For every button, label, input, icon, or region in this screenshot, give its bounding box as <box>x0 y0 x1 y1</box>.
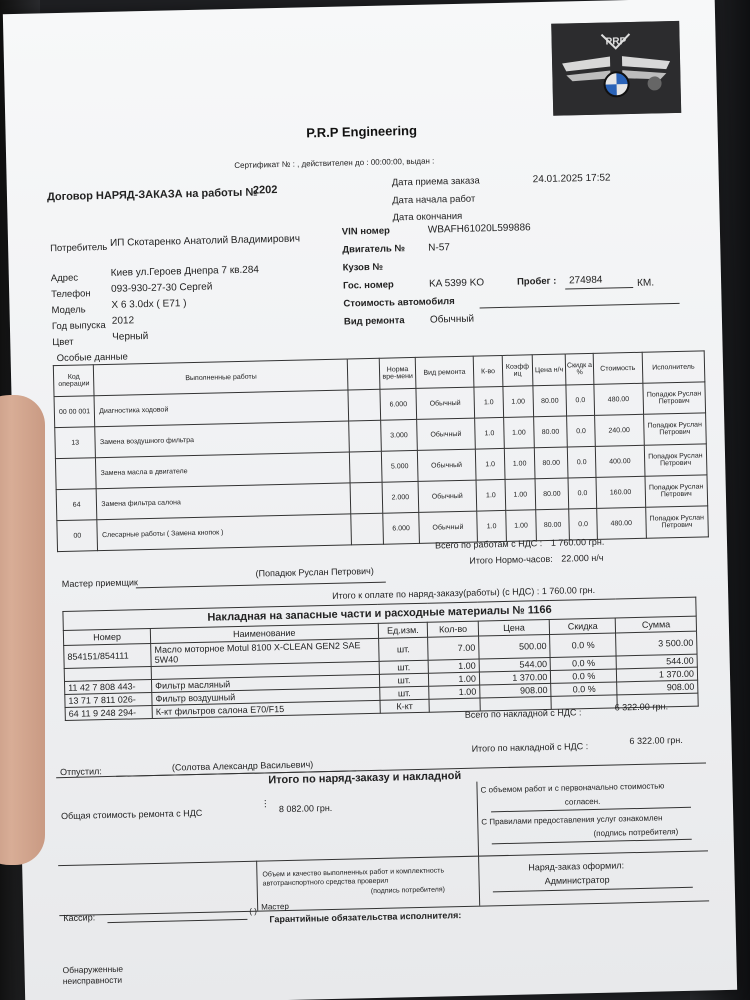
works-cell-blank <box>351 513 383 545</box>
col-part-qty: Кол-во <box>428 621 479 637</box>
parts-cell-price: 908.00 <box>480 683 552 698</box>
parts-cell-sum: 1 370.00 <box>617 667 698 682</box>
parts-cell-sum: 3 500.00 <box>616 631 697 656</box>
works-cell-qty: 1.0 <box>474 417 504 449</box>
works-cell-worker: Попадюк Руслан Петрович <box>643 413 706 445</box>
col-type: Вид ремонта <box>415 356 473 388</box>
col-part-unit: Ед.изм. <box>378 622 428 638</box>
works-cell-cost: 240.00 <box>594 414 644 446</box>
col-part-price: Цена <box>478 619 550 636</box>
plate-value: KA 5399 KO <box>428 277 485 290</box>
parts-cell-unit: шт. <box>378 637 428 661</box>
parts-cell-qty: 1.00 <box>429 659 480 673</box>
works-cell-qty: 1.0 <box>477 510 507 542</box>
col-code: Код операции <box>53 365 94 397</box>
works-cell-price: 80.00 <box>535 478 569 510</box>
parts-cell-price: 1 370.00 <box>479 670 551 685</box>
works-cell-disc: 0.0 <box>568 477 596 509</box>
works-cell-cost: 480.00 <box>594 383 644 415</box>
works-cell-coef: 1.00 <box>505 448 535 480</box>
works-cell-name: Замена фильтра салона <box>96 483 351 520</box>
plate-label: Гос. номер <box>342 279 394 292</box>
summary-divider <box>476 782 481 906</box>
company-logo <box>551 21 681 116</box>
works-table <box>53 350 709 552</box>
mileage-unit: КМ. <box>636 277 655 289</box>
works-cell-code: 64 <box>56 489 97 521</box>
col-part-sum: Сумма <box>616 616 697 633</box>
works-cell-worker: Попадюк Руслан Петрович <box>645 506 708 538</box>
quality-check-sign: (подпись потребителя) <box>370 886 446 896</box>
works-cell-disc: 0.0 <box>566 384 594 416</box>
works-cell-blank <box>350 451 382 483</box>
mileage-value: 274984 <box>568 274 603 287</box>
contract-title: Договор НАРЯД-ЗАКАЗА на работы № <box>46 186 258 204</box>
norm-hours-label: Итого Нормо-часов: <box>469 553 553 566</box>
parts-cell-price: 500.00 <box>479 634 551 659</box>
consumer-label: Потребитель <box>50 241 108 255</box>
parts-table <box>62 597 698 721</box>
agree-volume-line <box>491 807 691 813</box>
works-cell-type: Обычный <box>419 511 477 543</box>
agree-rules-text: С Правилами предоставления услуг ознакомлен <box>481 813 663 827</box>
works-cell-worker: Попадюк Руслан Петрович <box>643 382 706 414</box>
defects-label: Обнаруженные неисправности <box>62 963 124 987</box>
vin-label: VIN номер <box>341 225 390 238</box>
col-part-name: Наименование <box>150 623 378 643</box>
administrator-label: Администратор <box>544 874 610 887</box>
parts-cell-unit: шт. <box>379 660 429 674</box>
pay-total: Итого к оплате по наряд-заказу(работы) (с НДС) : 1 760.00 грн. <box>332 584 596 601</box>
works-cell-coef: 1.00 <box>505 479 535 511</box>
col-work: Выполненные работы <box>94 359 349 396</box>
parts-cell-name: Масло моторное Motul 8100 X-CLEAN GEN2 SAE 5W40 <box>151 638 379 666</box>
works-cell-blank <box>349 420 381 452</box>
works-cell-disc: 0.0 <box>569 508 597 540</box>
parts-cell-qty: 1.00 <box>429 672 480 686</box>
color-value: Черный <box>112 330 149 343</box>
works-cell-cost: 400.00 <box>595 445 645 477</box>
parts-cell-disc: 0.0 % <box>550 633 617 657</box>
summary-title: Итого по наряд-заказу и накладной <box>268 770 462 787</box>
parts-cell-disc: 0.0 % <box>551 669 617 683</box>
works-cell-code: 00 <box>57 520 98 552</box>
parts-cell-num: 64 11 9 248 294- <box>65 705 152 720</box>
contract-number: 2202 <box>252 184 278 197</box>
repair-cost-value: 8 082.00 грн. <box>278 802 333 815</box>
vehicle-cost-label: Стоимость автомобиля <box>343 296 455 310</box>
year-value: 2012 <box>111 315 135 327</box>
prp-bmw-winged-logo <box>551 21 681 116</box>
col-price: Цена н/ч <box>532 354 566 386</box>
works-cell-worker: Попадюк Руслан Петрович <box>644 444 707 476</box>
works-cell-worker: Попадюк Руслан Петрович <box>645 475 708 507</box>
accept-date-value: 24.01.2025 17:52 <box>532 172 611 186</box>
parts-cell-num: 13 71 7 811 026- <box>65 692 152 707</box>
works-cell-norm: 5.000 <box>381 450 418 482</box>
cashier-line <box>107 919 247 923</box>
end-date-label: Дата окончания <box>392 210 463 224</box>
consumer-value: ИП Скотаренко Анатолий Владимирович <box>109 233 301 249</box>
parts-cell-unit: шт. <box>379 673 429 687</box>
works-cell-price: 80.00 <box>533 416 567 448</box>
parts-cell-unit: шт. <box>379 686 429 700</box>
warranty-label: Гарантийные обязательства исполнителя: <box>269 910 462 925</box>
agree-volume-end: согласен. <box>564 796 601 807</box>
parts-total-value: 6 322.00 грн. <box>614 701 669 713</box>
works-cell-price: 80.00 <box>534 447 568 479</box>
document-page <box>3 0 737 1000</box>
parts-cell-name: Фильтр воздушный <box>152 687 380 705</box>
works-cell-name: Замена воздушного фильтра <box>95 421 350 458</box>
vehicle-cost-underline <box>480 303 680 309</box>
col-qty: К-во <box>473 355 503 387</box>
special-data-label: Особые данные <box>56 351 128 365</box>
works-cell-cost: 160.00 <box>596 476 646 508</box>
works-cell-name: Диагностика ходовой <box>94 390 349 427</box>
cashier-label: Кассир: <box>63 912 96 924</box>
phone-value: 093-930-27-30 Сергей <box>110 281 213 295</box>
col-part-number: Номер <box>63 629 150 646</box>
works-cell-coef: 1.00 <box>504 417 534 449</box>
parts-cell-qty: 1.00 <box>429 685 480 699</box>
parts-cell-num: 854151/854111 <box>64 644 152 669</box>
agree-rules-line <box>492 839 692 845</box>
works-cell-qty: 1.0 <box>474 386 504 418</box>
released-name: (Солотва Александр Васильевич) <box>171 759 314 773</box>
holding-hand <box>0 395 45 865</box>
works-cell-code: 13 <box>55 427 96 459</box>
certificate-line: Сертификат № : , действителен до : 00:00:00, выдан : <box>234 156 435 170</box>
parts-total2-label: Итого по накладной с НДС : <box>471 741 589 754</box>
works-cell-norm: 6.000 <box>380 388 417 420</box>
works-cell-code: 00 00 001 <box>54 396 95 428</box>
works-cell-price: 80.00 <box>533 385 567 417</box>
works-cell-disc: 0.0 <box>567 415 595 447</box>
works-cell-code <box>55 458 96 490</box>
works-total-label: Всего по работам с НДС : <box>434 538 543 551</box>
repair-type-label: Вид ремонта <box>343 315 405 328</box>
works-cell-qty: 1.0 <box>476 479 506 511</box>
works-cell-norm: 3.000 <box>381 419 418 451</box>
parts-cell-disc: 0.0 % <box>550 656 616 670</box>
works-cell-type: Обычный <box>417 418 475 450</box>
master-name: (Попадюк Руслан Петрович) <box>255 565 374 579</box>
works-cell-cost: 480.00 <box>596 507 646 539</box>
parts-title-text: Накладная на запасные части и расходные материалы № <box>207 604 525 624</box>
col-coef: Коэфф иц <box>502 355 532 387</box>
parts-cell-name: Фильтр масляный <box>152 674 380 692</box>
parts-cell-num: 11 42 7 808 443- <box>64 680 151 695</box>
works-cell-norm: 2.000 <box>382 481 419 513</box>
col-worker: Исполнитель <box>642 351 705 383</box>
parts-total2-value: 6 322.00 грн. <box>629 734 683 747</box>
parts-cell-unit: К-кт <box>380 699 430 713</box>
master-label: Мастер приемщик <box>61 577 138 590</box>
works-total-value: 1 760.00 грн. <box>550 536 605 548</box>
administrator-line <box>493 887 693 893</box>
works-cell-disc: 0.0 <box>568 446 596 478</box>
parts-total-label: Всего по накладной с НДС : <box>464 707 582 720</box>
phone-label: Телефон <box>51 288 91 301</box>
mileage-label: Пробег : <box>516 275 557 288</box>
parts-cell-name: К-кт фильтров салона E70/F15 <box>152 700 380 718</box>
agree-rules-sign: (подпись потребителя) <box>593 827 679 839</box>
works-cell-price: 80.00 <box>535 509 569 541</box>
col-discount: Скидк а % <box>566 353 594 385</box>
master-signature-line <box>136 582 386 589</box>
parts-cell-sum: 908.00 <box>617 680 698 695</box>
parts-cell-price: 544.00 <box>479 657 551 672</box>
works-cell-blank <box>350 482 382 514</box>
agree-volume-text: С объемом работ и с первоначально стоимостью <box>480 781 665 795</box>
works-cell-norm: 6.000 <box>383 512 420 544</box>
works-cell-name: Слесарные работы ( Замена кнопок ) <box>97 514 352 551</box>
parts-cell-disc: 0.0 % <box>551 682 617 696</box>
company-name: P.R.P Engineering <box>306 122 418 141</box>
cashier-bracket: ( ) <box>249 906 257 916</box>
model-label: Модель <box>51 304 86 317</box>
year-label: Год выпуска <box>51 319 106 333</box>
start-date-label: Дата начала работ <box>392 193 476 207</box>
col-cost: Стоимость <box>593 352 643 384</box>
norm-hours-value: 22.000 н/ч <box>561 552 604 564</box>
vin-value: WBAFH61020L599886 <box>427 222 531 236</box>
summary-divider-2 <box>256 861 259 911</box>
master-sign-label: Мастер <box>261 901 289 912</box>
works-cell-coef: 1.00 <box>503 386 533 418</box>
mileage-underline <box>565 287 633 290</box>
parts-cell-sum: 544.00 <box>616 654 697 669</box>
col-part-discount: Скидка <box>550 618 616 634</box>
model-value: X 6 3.0dx ( E71 ) <box>111 298 187 311</box>
engine-value: N-57 <box>428 242 451 254</box>
works-cell-type: Обычный <box>417 449 475 481</box>
col-blank <box>348 358 380 390</box>
logo-text: PRP <box>605 36 627 48</box>
works-cell-type: Обычный <box>416 387 474 419</box>
parts-number: 1166 <box>527 603 552 617</box>
dotted-separator: ⋮ <box>260 798 270 809</box>
body-label: Кузов № <box>342 261 384 274</box>
issued-by-label: Наряд-заказ оформил: <box>528 860 625 873</box>
color-label: Цвет <box>52 336 74 349</box>
released-label: Отпустил: <box>59 766 102 778</box>
address-label: Адрес <box>50 272 79 285</box>
repair-type-value: Обычный <box>429 313 475 326</box>
quality-check-text: Объем и качество выполненных работ и комплектность автотранспортного средства проверил <box>262 867 445 888</box>
accept-date-label: Дата приема заказа <box>391 175 480 189</box>
works-cell-type: Обычный <box>418 480 476 512</box>
works-cell-coef: 1.00 <box>506 510 536 542</box>
works-cell-qty: 1.0 <box>475 448 505 480</box>
engine-label: Двигатель № <box>342 243 406 256</box>
parts-cell-qty: 7.00 <box>428 636 479 660</box>
address-value: Киев ул.Героев Днепра 7 кв.284 <box>110 264 260 279</box>
works-cell-blank <box>348 389 380 421</box>
repair-cost-label: Общая стоимость ремонта с НДС <box>60 807 203 822</box>
works-cell-name: Замена масла в двигателе <box>96 452 351 489</box>
col-norm: Норма вре-мени <box>379 357 416 389</box>
